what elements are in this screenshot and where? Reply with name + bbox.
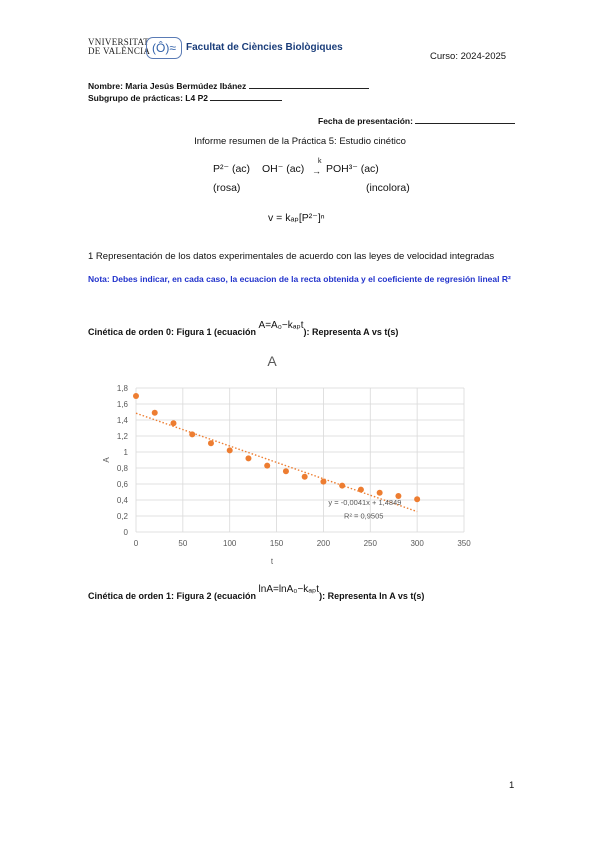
trendline-r2: R² = 0,9505	[344, 511, 384, 521]
order-0-caption	[88, 320, 399, 338]
data-point	[208, 440, 214, 446]
y-tick-label: 0,8	[116, 464, 128, 473]
presentation-date-field	[318, 115, 515, 126]
x-tick-label: 150	[269, 539, 284, 548]
chart-title: A	[267, 353, 277, 369]
x-tick-label: 50	[178, 539, 188, 548]
data-point	[170, 420, 176, 426]
y-tick-label: 1,4	[116, 416, 128, 425]
hydroxide: OH⁻ (ac)	[262, 163, 305, 175]
y-tick-label: 0	[123, 528, 128, 537]
x-tick-label: 350	[457, 539, 471, 548]
student-name-underline	[249, 80, 369, 89]
order-1-equation: lnA=lnA₀−kₐₚt	[258, 584, 320, 595]
pink-label: (rosa)	[213, 182, 241, 194]
y-tick-label: 1,2	[116, 432, 128, 441]
figure-1-chart	[88, 346, 480, 574]
data-point	[189, 431, 195, 437]
order-0-suffix: ): Representa A vs t(s)	[303, 327, 399, 337]
colorless-label: (incolora)	[366, 182, 410, 194]
data-point	[245, 455, 251, 461]
data-point	[264, 463, 270, 469]
faculty-name: Facultat de Ciències Biològiques	[186, 42, 343, 53]
y-tick-label: 0,2	[116, 512, 128, 521]
subgroup-label: Subgrupo de prácticas: L4 P2	[88, 93, 208, 103]
data-point	[133, 393, 139, 399]
rate-law: v = kₐₚ[P²⁻]ⁿ	[268, 212, 325, 224]
x-tick-label: 300	[410, 539, 424, 548]
trendline-equation: y = -0,0041x + 1,4849	[328, 498, 402, 507]
x-tick-label: 200	[316, 539, 331, 548]
x-tick-label: 100	[223, 539, 237, 548]
reactant: P²⁻ (ac)	[213, 163, 251, 175]
x-axis-label: t	[270, 557, 274, 566]
order-0-equation: A=A₀−kₐₚt	[258, 320, 304, 331]
presentation-date-label: Fecha de presentación:	[318, 116, 413, 126]
section-1-note: Nota: Debes indicar, en cada caso, la ecuacion de la recta obtenida y el coeficiente de regresión lineal R²	[88, 274, 511, 284]
data-point	[377, 490, 383, 496]
x-tick-label: 250	[363, 539, 377, 548]
data-point	[152, 410, 158, 416]
presentation-date-underline	[415, 115, 515, 124]
order-1-caption	[88, 584, 425, 602]
university-line-1: VNIVERSITAT	[88, 37, 150, 47]
section-1-heading: 1 Representación de los datos experimentales de acuerdo con las leyes de velocidad integradas	[88, 251, 495, 262]
y-tick-label: 0,4	[116, 496, 128, 505]
subgroup-field	[88, 92, 282, 103]
data-point	[414, 496, 420, 502]
data-point	[227, 447, 233, 453]
page-number: 1	[509, 780, 515, 791]
y-tick-label: 1,8	[116, 384, 128, 393]
student-name-field	[88, 80, 369, 91]
order-0-prefix: Cinética de orden 0: Figura 1 (ecuación	[88, 327, 259, 337]
data-point	[358, 487, 364, 493]
student-name-label: Nombre: Maria Jesús Bermúdez Ibánez	[88, 81, 247, 91]
order-1-prefix: Cinética de orden 1: Figura 2 (ecuación	[88, 591, 259, 601]
y-tick-label: 1	[123, 448, 128, 457]
academic-year: Curso: 2024-2025	[430, 51, 507, 62]
rate-constant-k: k	[318, 158, 322, 165]
data-point	[320, 479, 326, 485]
data-point	[283, 468, 289, 474]
data-point	[339, 483, 345, 489]
university-line-2: DE VALÈNCIA	[88, 46, 151, 56]
report-title: Informe resumen de la Práctica 5: Estudio cinético	[194, 136, 406, 147]
x-tick-label: 0	[133, 539, 139, 548]
y-axis-label: A	[102, 457, 111, 463]
order-1-suffix: ): Representa ln A vs t(s)	[319, 591, 425, 601]
y-tick-label: 0,6	[116, 480, 128, 489]
university-logo-icon: (Ô)≈	[146, 37, 182, 59]
product: POH³⁻ (ac)	[326, 163, 379, 175]
data-point	[302, 474, 308, 480]
y-tick-label: 1,6	[116, 400, 128, 409]
subgroup-underline	[210, 92, 282, 101]
reaction-arrow-icon: →	[312, 166, 321, 176]
university-name	[88, 38, 150, 56]
